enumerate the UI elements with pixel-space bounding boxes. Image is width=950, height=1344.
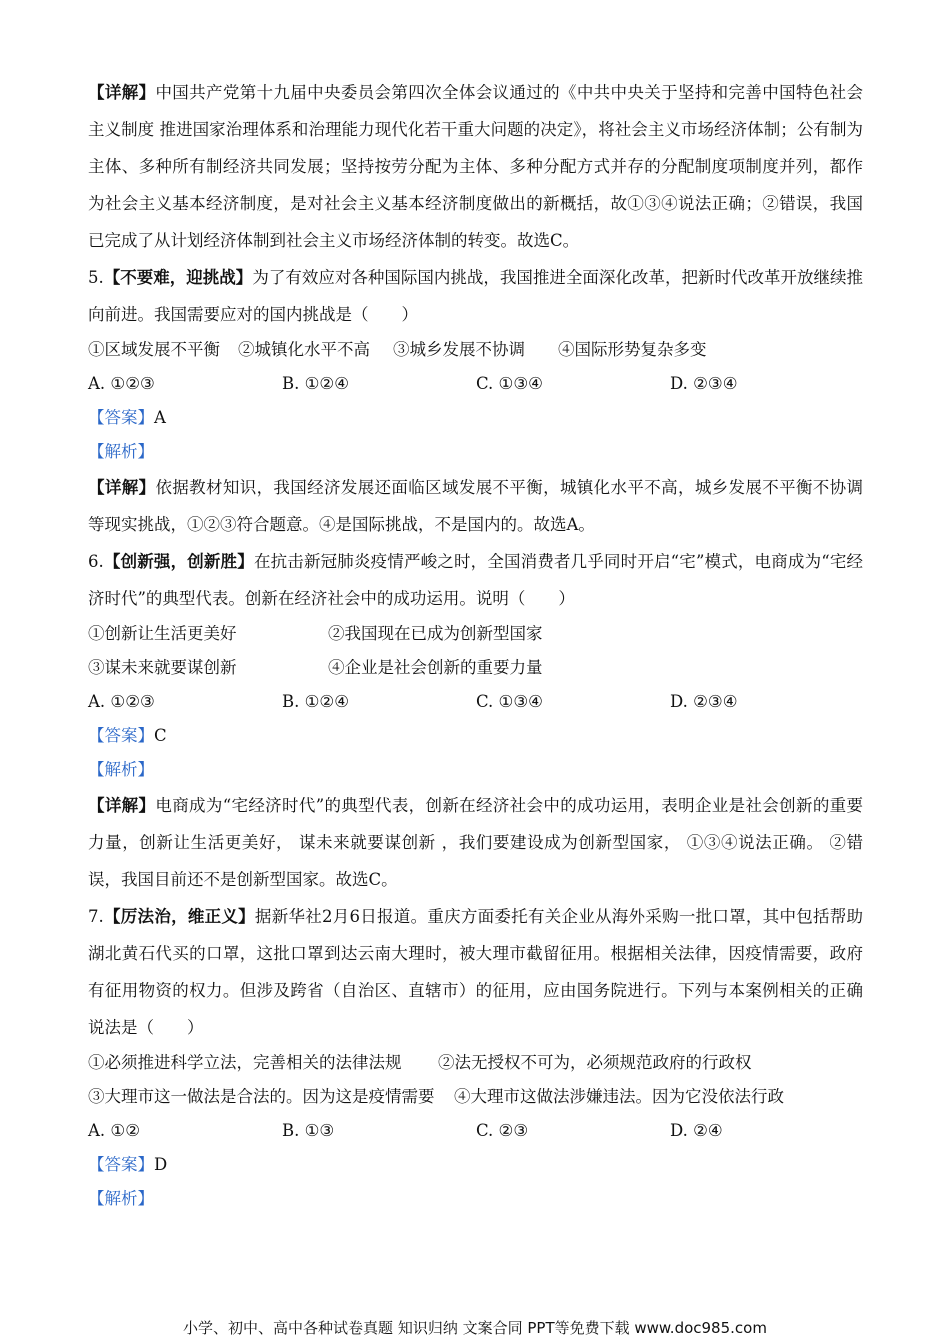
question-7-analysis	[88, 1182, 863, 1216]
question-stem: 为了有效应对各种国际国内挑战，我国推进全面深化改革，把新时代改革开放继续推向前进。我国需要应对的国内挑战是（ ）	[88, 268, 864, 324]
answer-tag: 【答案】	[88, 726, 154, 745]
question-7-options	[88, 1114, 863, 1148]
question-stem: 在抗击新冠肺炎疫情严峻之时，全国消费者几乎同时开启“宅”模式，电商成为“宅经济时代”的典型代表。创新在经济社会中的成功运用。说明（ ）	[88, 552, 864, 608]
detail-tag: 【详解】	[88, 478, 156, 497]
answer-tag: 【答案】	[88, 408, 154, 427]
option-c: C. ①③④	[476, 374, 543, 393]
option-c: C. ②③	[476, 1121, 529, 1140]
question-stem: 据新华社2月6日报道。重庆方面委托有关企业从海外采购一批口罩，其中包括帮助湖北黄石代买的口罩，这批口罩到达云南大理时，被大理市截留征用。根据相关法律，因疫情需要，政府有征用物资的权力。但涉及跨省（自治区、直辖市）的征用，应由国务院进行。下列与本案例相关的正确说法是（ ）	[88, 907, 864, 1037]
analysis-tag: 【解析】	[88, 1189, 154, 1208]
option-b: B. ①②④	[282, 374, 349, 393]
detail-text: 依据教材知识，我国经济发展还面临区域发展不平衡，城镇化水平不高，城乡发展不平衡不协调等现实挑战，①②③符合题意。④是国际挑战，不是国内的。故选A。	[88, 478, 864, 534]
question-5-analysis	[88, 435, 863, 469]
question-6-stem	[88, 543, 863, 617]
question-tag: 【创新强，创新胜】	[103, 552, 254, 571]
statement: ③谋未来就要谋创新	[88, 658, 237, 677]
option-d: D. ②③④	[670, 374, 738, 393]
statement: ③城乡发展不协调	[393, 340, 525, 359]
question-7-stem	[88, 898, 863, 1046]
answer-tag: 【答案】	[88, 1155, 154, 1174]
question-tag: 【厉法治，维正义】	[103, 907, 255, 926]
option-b: B. ①③	[282, 1121, 335, 1140]
option-c: C. ①③④	[476, 692, 543, 711]
question-7-statements-row2	[88, 1080, 863, 1114]
question-5-stem	[88, 259, 863, 333]
question-6-answer	[88, 719, 863, 753]
detail-tag: 【详解】	[88, 83, 156, 102]
statement: ①区域发展不平衡	[88, 340, 220, 359]
question-6-detail	[88, 787, 863, 898]
intro-detail	[88, 74, 863, 259]
question-7-answer	[88, 1148, 863, 1182]
question-number: 5.	[88, 268, 104, 287]
analysis-tag: 【解析】	[88, 760, 154, 779]
question-5-answer	[88, 401, 863, 435]
question-5-options	[88, 367, 863, 401]
statement: ③大理市这一做法是合法的。因为这是疫情需要	[88, 1087, 435, 1106]
answer-value: C	[154, 726, 167, 745]
page-footer: 小学、初中、高中各种试卷真题 知识归纳 文案合同 PPT等免费下载 www.doc985.com	[183, 1319, 767, 1337]
option-a: A. ①②③	[88, 374, 155, 393]
document-page	[88, 74, 863, 1216]
statement: ①创新让生活更美好	[88, 624, 237, 643]
answer-value: D	[154, 1155, 168, 1174]
question-6-options	[88, 685, 863, 719]
option-d: D. ②④	[670, 1121, 723, 1140]
question-5-statements	[88, 333, 863, 367]
option-d: D. ②③④	[670, 692, 738, 711]
question-5-detail	[88, 469, 863, 543]
question-number: 7.	[88, 907, 104, 926]
analysis-tag: 【解析】	[88, 442, 154, 461]
question-6-statements-row1	[88, 617, 863, 651]
statement: ④国际形势复杂多变	[558, 340, 707, 359]
statement: ①必须推进科学立法，完善相关的法律法规	[88, 1053, 402, 1072]
detail-text: 电商成为“宅经济时代”的典型代表，创新在经济社会中的成功运用，表明企业是社会创新的重要力量，创新让生活更美好， 谋未来就要谋创新 ，我们要建设成为创新型国家， ①③④说法正确。 ②错误，我国目前还不是创新型国家。故选C。	[88, 796, 863, 889]
detail-tag: 【详解】	[88, 796, 156, 815]
question-7-statements-row1	[88, 1046, 863, 1080]
statement: ②我国现在已成为创新型国家	[328, 624, 543, 643]
question-6-statements-row2	[88, 651, 863, 685]
statement: ②法无授权不可为，必须规范政府的行政权	[438, 1053, 752, 1072]
statement: ④企业是社会创新的重要力量	[328, 658, 543, 677]
question-number: 6.	[88, 552, 104, 571]
option-b: B. ①②④	[282, 692, 349, 711]
option-a: A. ①②③	[88, 692, 155, 711]
detail-text: 中国共产党第十九届中央委员会第四次全体会议通过的《中共中央关于坚持和完善中国特色社会主义制度 推进国家治理体系和治理能力现代化若干重大问题的决定》，将社会主义市场经济体制；公有制为主体、多种所有制经济共同发展；坚持按劳分配为主体、多种分配方式并存的分配制度项制度并列，都作为社会主义基本经济制度，是对社会主义基本经济制度做出的新概括，故①③④说法正确；②错误，我国已完成了从计划经济体制到社会主义市场经济体制的转变。故选C。	[88, 83, 864, 250]
statement: ④大理市这做法涉嫌违法。因为它没依法行政	[454, 1087, 784, 1106]
question-6-analysis	[88, 753, 863, 787]
option-a: A. ①②	[88, 1121, 140, 1140]
statement: ②城镇化水平不高	[238, 340, 370, 359]
answer-value: A	[154, 408, 166, 427]
question-tag: 【不要难，迎挑战】	[103, 268, 253, 287]
